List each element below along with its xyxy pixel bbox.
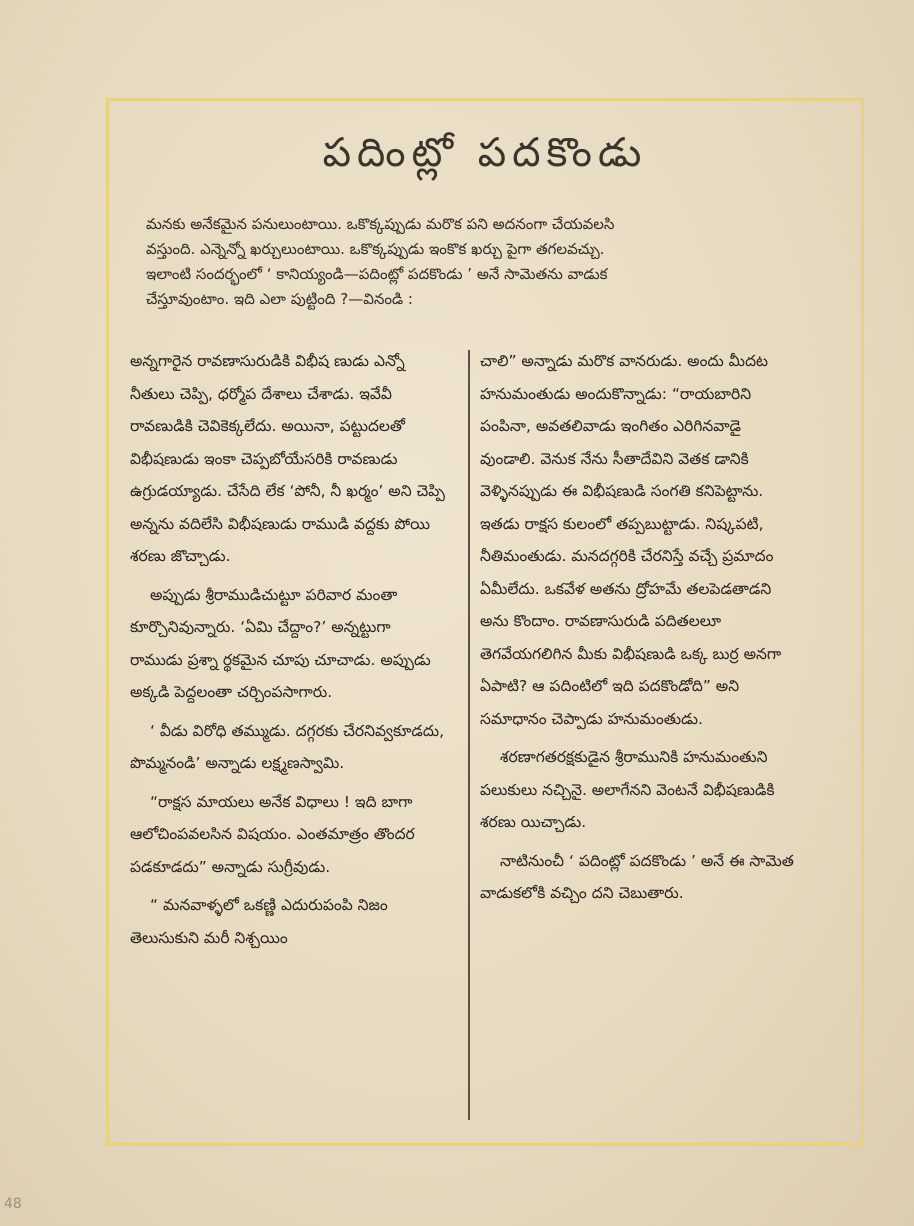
story-column-left [130,345,448,960]
page-number: 48 [4,1196,22,1212]
intro-line: వస్తుంది. ఎన్నెన్నో ఖర్చులుంటాయి. ఒకొక్కప్పుడు ఇంకొక ఖర్చు పైగా తగలవచ్చు. [146,240,605,258]
story-paragraph: అప్పుడు శ్రీరాముడిచుట్టూ పరివార మంతా కూర్చొనివున్నారు. ‘ఏమి చేద్దాం?’ అన్నట్టుగా రాముడు ప్రశ్నా ర్థకమైన చూపు చూచాడు. అప్పుడు అక్కడి పెద్దలంతా చర్చింపసాగారు. [130,585,431,701]
page-title: పదింట్లో పదకొండు [322,130,648,176]
intro-line: చేస్తూవుంటాం. ఇది ఎలా పుట్టింది ?—వినండి : [146,290,413,308]
story-paragraph: ‘ వీడు విరోధి తమ్ముడు. దగ్గరకు చేరనివ్వకూడదు, పొమ్మనండి’ అన్నాడు లక్ష్మణస్వామి. [130,721,445,772]
column-divider [468,350,470,1120]
story-paragraph: నాటినుంచీ ‘ పదింట్లో పదకొండు ’ అనే ఈ సామెత వాడుకలోకి వచ్చిం దని చెబుతారు. [480,851,794,902]
story-paragraph: “ మనవాళ్ళలో ఒకణ్ణి ఎదురుపంపి నిజం తెలుసుకుని మరీ నిశ్చయిం [130,896,388,947]
intro-line: మనకు అనేకమైన పనులుంటాయి. ఒకొక్కప్పుడు మరొక పని అదనంగా చేయవలసి [146,215,615,233]
story-paragraph: “రాక్షస మాయలు అనేక విధాలు ! ఇది బాగా ఆలోచింపవలసిన విషయం. ఎంతమాత్రం తొందర పడకూడదు” అన్నాడు సుగ్రీవుడు. [130,792,415,876]
story-paragraph: చాలి” అన్నాడు మరొక వానరుడు. అందు మీదట హనుమంతుడు అందుకొన్నాడు: “రాయబారిని పంపినా, అవతలివాడు ఇంగితం ఎరిగినవాడై వుండాలి. వెనుక నేను సీతాదేవిని వెతక డానికి వెళ్ళినప్పుడు ఈ విభీషణుడి సంగతి కనిపెట్టాను. ఇతడు రాక్షస కులంలో తప్పబుట్టాడు. నిష్కపటి, నీతిమంతుడు. మనదగ్గరికి చేరనిస్తే వచ్చే ప్రమాదం ఏమీలేదు. ఒకవేళ అతను ద్రోహమే తలపెడతాడని అను కొందాం. రావణాసురుడి పదితలలూ తెగవేయగలిగిన మీకు విభీషణుడి ఒక్క బుర్ర అనగా ఏపాటి? ఆ పదింటిలో ఇది పదకొండోది” అని సమాధానం చెప్పాడు హనుమంతుడు. [480,352,782,728]
story-paragraph: అన్నగారైన రావణాసురుడికి విభీష ణుడు ఎన్నో నీతులు చెప్పి, ధర్మోప దేశాలు చేశాడు. ఇవేవీ రావణుడికి చెవికెక్కలేదు. అయినా, పట్టుదలతో విభీషణుడు ఇంకా చెప్పబోయేసరికి రావణుడు ఉగ్రుడయ్యాడు. చేసేది లేక ‘పోనీ, నీ ఖర్మం’ అని చెప్పి అన్నను వదిలేసి విభీషణుడు రాముడి వద్దకు పోయి శరణు జొచ్చాడు. [130,352,445,565]
story-paragraph: శరణాగతరక్షకుడైన శ్రీరామునికి హనుమంతుని పలుకులు నచ్చినై. అలాగేనని వెంటనే విభీషణుడికి శరణు యిచ్చాడు. [480,748,775,831]
intro-paragraph [146,212,826,312]
intro-line: ఇలాంటి సందర్భంలో ‘ కానియ్యండి—పదింట్లో పదకొండు ’ అనే సామెతను వాడుక [146,265,608,283]
story-column-right [480,345,798,916]
